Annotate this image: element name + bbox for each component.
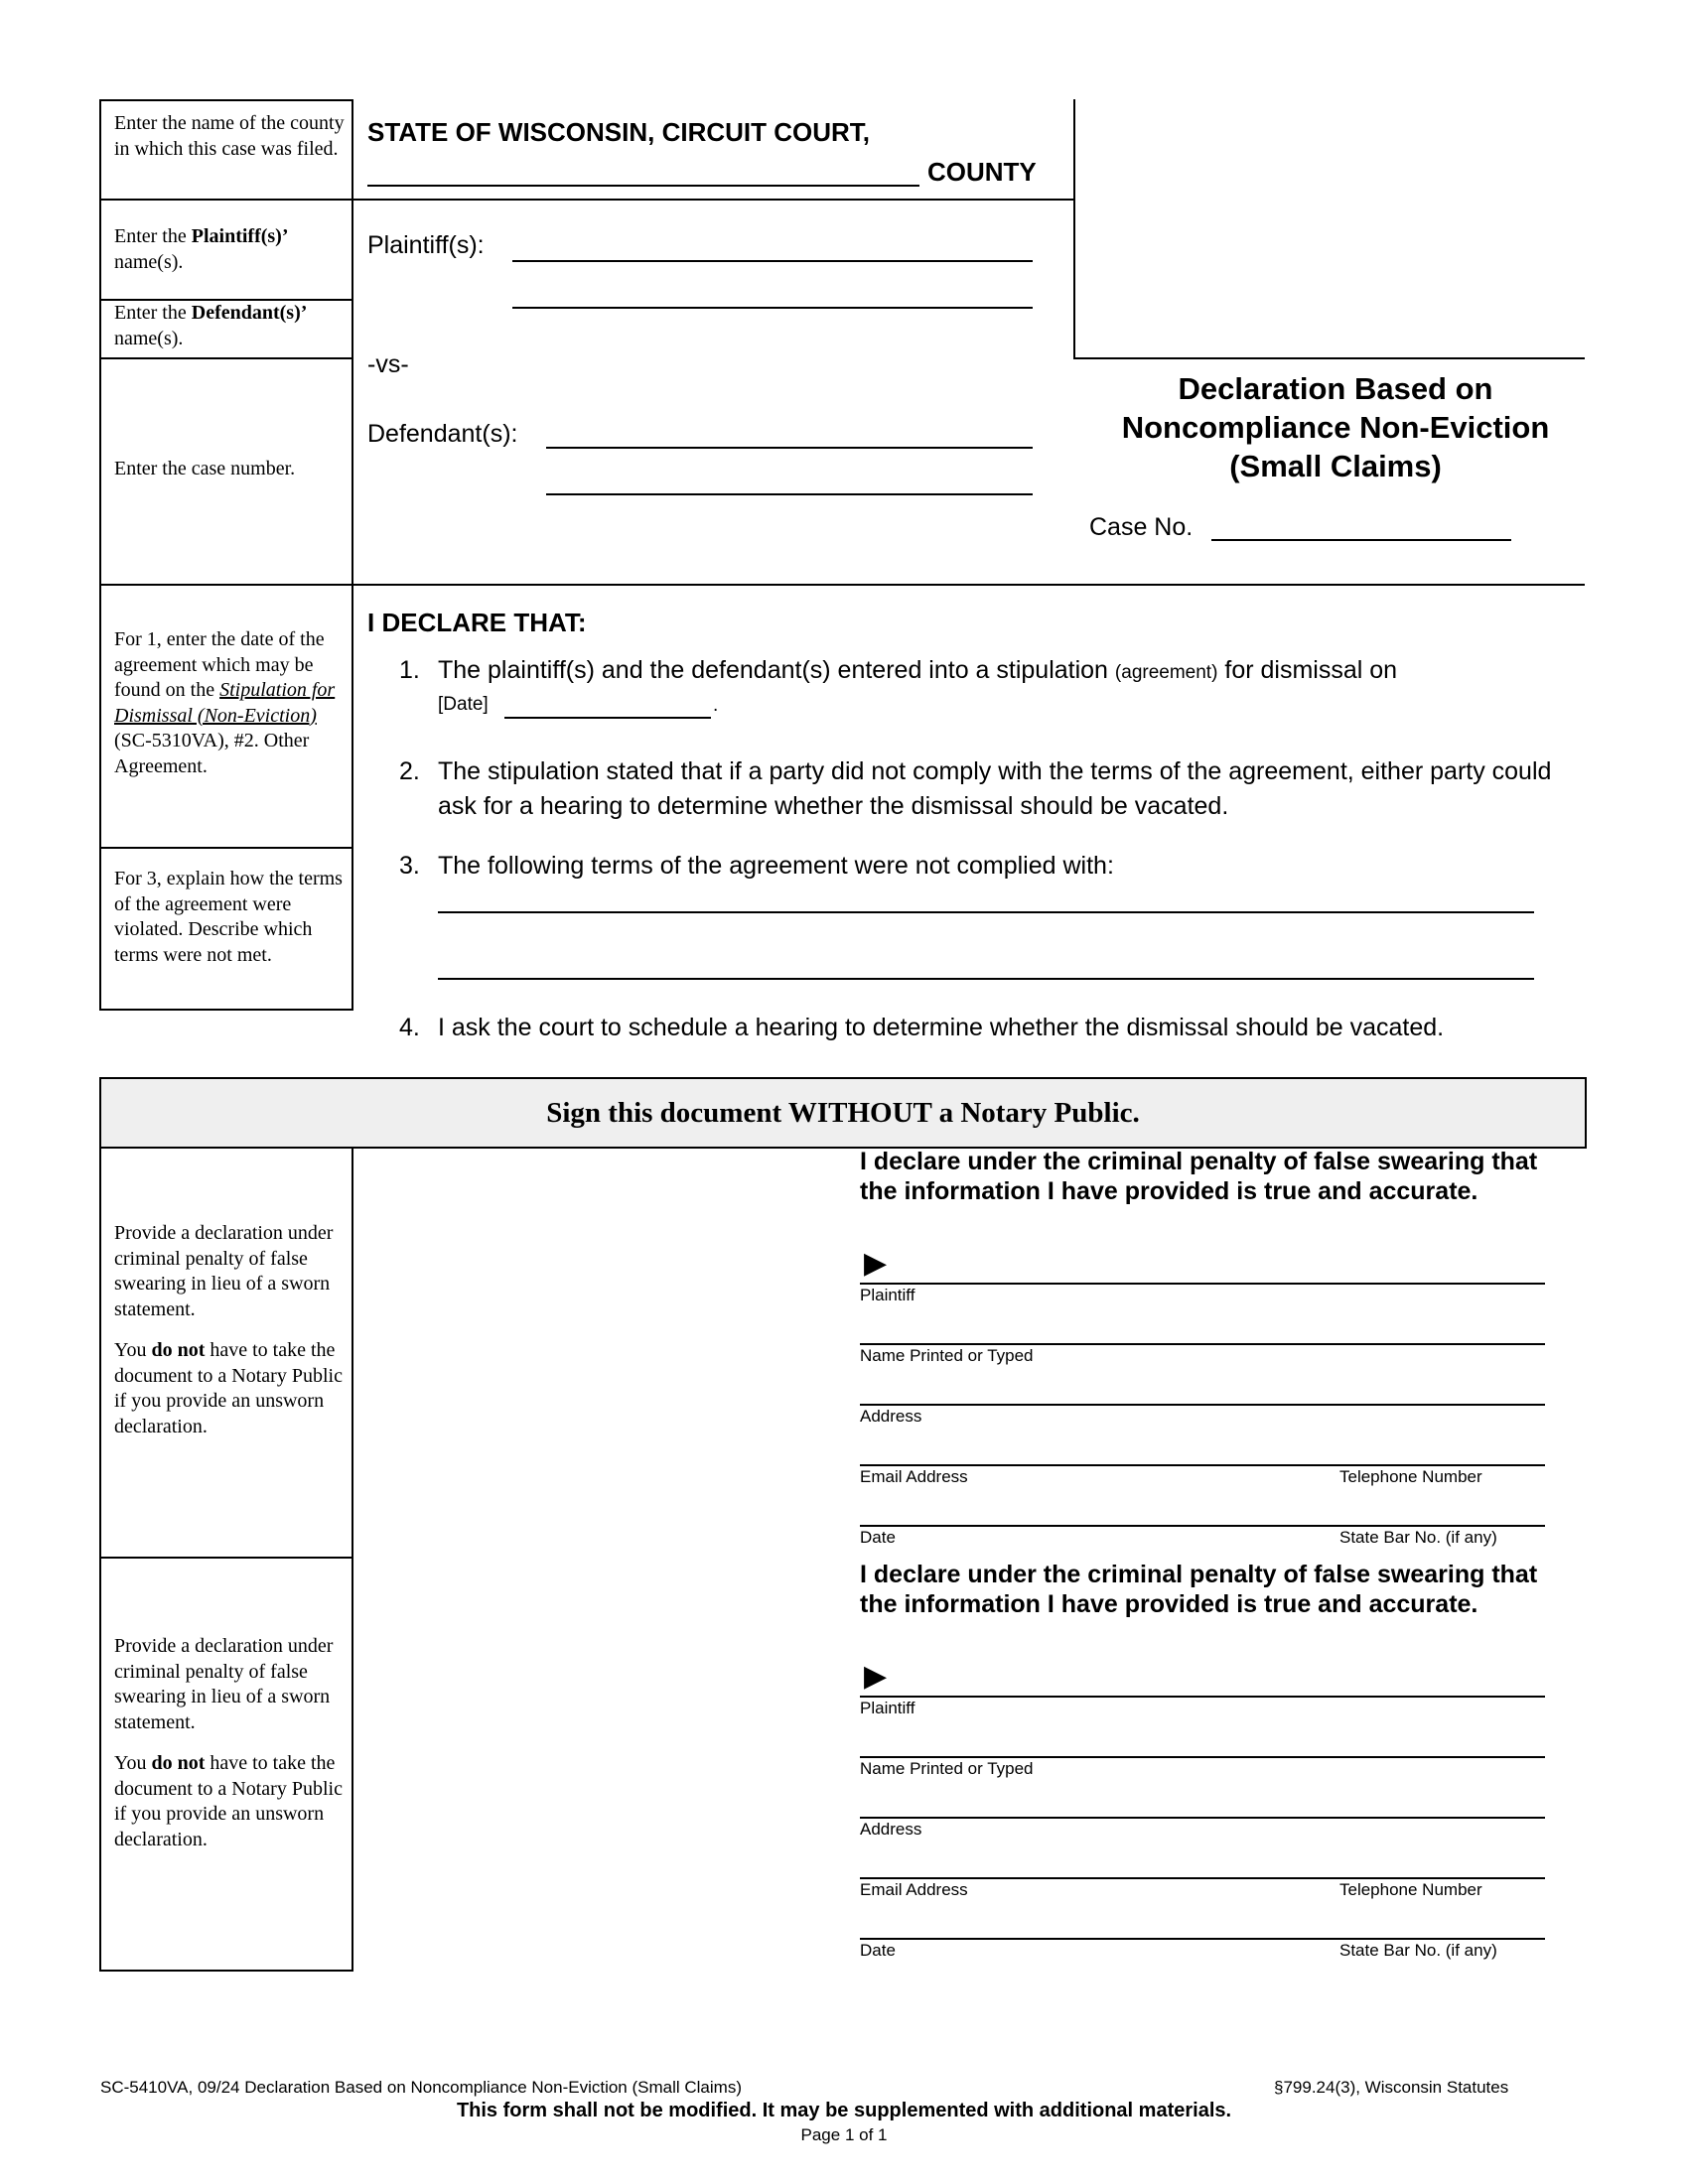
border: [99, 99, 101, 586]
plaintiff-instruction: [114, 224, 345, 275]
terms-input-1[interactable]: [438, 911, 1534, 913]
item-1-text: [438, 653, 1570, 690]
plaintiff-input-2[interactable]: [512, 307, 1033, 309]
border: [352, 584, 353, 1011]
text: [114, 1338, 345, 1439]
plaintiff-label: Plaintiff(s):: [367, 231, 485, 259]
text: (SC-5310VA), #2. Other Agreement.: [114, 730, 310, 777]
text: [114, 1751, 345, 1852]
terms-input-2[interactable]: [438, 978, 1534, 980]
email-phone-input[interactable]: [860, 1877, 1545, 1879]
text: have to take the document to a Notary Public if you provide an unsworn declaration.: [114, 1752, 343, 1850]
address-label: Address: [860, 1407, 922, 1426]
form-id: SC-5410VA, 09/24 Declaration Based on Noncompliance Non-Eviction (Small Claims): [100, 2078, 742, 2097]
title-line: Noncompliance Non-Eviction: [1121, 410, 1550, 445]
border: [352, 1147, 353, 1972]
text: do not: [151, 1752, 206, 1774]
plaintiff-sig-label: Plaintiff: [860, 1286, 915, 1304]
signature-header: Sign this document WITHOUT a Notary Public.: [99, 1077, 1587, 1149]
border: [99, 99, 353, 101]
form-title: [1087, 369, 1584, 485]
text: have to take the document to a Notary Public if you provide an unsworn declaration.: [114, 1339, 343, 1437]
border: [99, 1009, 353, 1011]
date-label: [Date]: [438, 694, 489, 715]
border: [99, 584, 1585, 586]
declaration-statement: I declare under the criminal penalty of false swearing that the information I have provided is true and accurate.: [860, 1148, 1538, 1205]
bar-label: State Bar No. (if any): [1339, 1941, 1497, 1960]
case-no-label: Case No.: [1089, 513, 1194, 541]
county-input[interactable]: [367, 185, 919, 187]
phone-label: Telephone Number: [1339, 1880, 1482, 1899]
text: For 1, enter the date of the agreement which may be found on the: [114, 628, 325, 701]
sign-here-arrow-icon: ▶: [864, 1247, 888, 1280]
text: Defendant(s)’: [191, 302, 308, 324]
date-input[interactable]: [504, 717, 711, 719]
declaration-instruction-2: [114, 1634, 345, 1852]
period: .: [713, 695, 719, 716]
defendant-input-2[interactable]: [546, 493, 1033, 495]
county-label: COUNTY: [927, 157, 1037, 187]
address-label: Address: [860, 1820, 922, 1839]
defendant-label: Defendant(s):: [367, 420, 518, 448]
date-bar-input[interactable]: [860, 1938, 1545, 1940]
text: (agreement): [1114, 662, 1218, 683]
page-number: Page 1 of 1: [800, 2125, 888, 2144]
text: Provide a declaration under criminal penalty of false swearing in lieu of a sworn statement.: [114, 1222, 334, 1320]
item-3-text: The following terms of the agreement were not complied with:: [438, 852, 1114, 880]
text: You: [114, 1752, 152, 1774]
border: [1073, 99, 1075, 358]
border: [352, 99, 353, 586]
border: [99, 357, 353, 359]
name-label: Name Printed or Typed: [860, 1346, 1034, 1365]
signature-input[interactable]: [860, 1696, 1545, 1698]
county-instruction: Enter the name of the county in which this case was filed.: [114, 112, 345, 160]
text: name(s).: [114, 250, 184, 273]
text: Provide a declaration under criminal penalty of false swearing in lieu of a sworn statement.: [114, 1635, 334, 1733]
name-label: Name Printed or Typed: [860, 1759, 1034, 1778]
item-1-number: 1.: [399, 656, 420, 684]
item-3-number: 3.: [399, 852, 420, 880]
item-2-text: The stipulation stated that if a party did not comply with the terms of the agreement, either party could ask for a hearing to determine whether the dismissal should be vacated.: [438, 757, 1552, 820]
name-input[interactable]: [860, 1343, 1545, 1345]
address-input[interactable]: [860, 1817, 1545, 1819]
border: [99, 1557, 353, 1559]
border: [1073, 357, 1585, 359]
item3-instruction: For 3, explain how the terms of the agreement were violated. Describe which terms were not met.: [114, 868, 343, 966]
text: You: [114, 1339, 152, 1361]
border: [99, 199, 1074, 201]
text: Enter the: [114, 302, 192, 324]
item-2-number: 2.: [399, 757, 420, 785]
declaration-statement: I declare under the criminal penalty of false swearing that the information I have provided is true and accurate.: [860, 1561, 1538, 1618]
item-4-number: 4.: [399, 1014, 420, 1041]
declare-heading: I DECLARE THAT:: [367, 608, 587, 637]
address-input[interactable]: [860, 1404, 1545, 1406]
border: [99, 1147, 101, 1972]
email-phone-input[interactable]: [860, 1464, 1545, 1466]
title-line: (Small Claims): [1229, 449, 1442, 483]
item1-instruction: [114, 627, 345, 779]
statute: §799.24(3), Wisconsin Statutes: [1274, 2078, 1509, 2097]
form-reference: Stipulation for Dismissal (Non-Eviction): [114, 679, 336, 727]
email-label: Email Address: [860, 1467, 968, 1486]
item-4-text: I ask the court to schedule a hearing to determine whether the dismissal should be vacated.: [438, 1014, 1445, 1041]
plaintiff-sig-label: Plaintiff: [860, 1699, 915, 1717]
court-heading: STATE OF WISCONSIN, CIRCUIT COURT,: [367, 117, 871, 147]
text: Plaintiff(s)’: [191, 225, 289, 247]
defendant-input-1[interactable]: [546, 447, 1033, 449]
text: do not: [151, 1339, 206, 1361]
email-label: Email Address: [860, 1880, 968, 1899]
border: [99, 1970, 353, 1972]
phone-label: Telephone Number: [1339, 1467, 1482, 1486]
signature-input[interactable]: [860, 1283, 1545, 1285]
border: [99, 584, 101, 1011]
name-input[interactable]: [860, 1756, 1545, 1758]
vs-label: -vs-: [367, 350, 409, 378]
text: Enter the: [114, 225, 192, 247]
text: for dismissal on: [1217, 656, 1398, 684]
plaintiff-input-1[interactable]: [512, 260, 1033, 262]
date-bar-input[interactable]: [860, 1525, 1545, 1527]
defendant-instruction: [114, 301, 345, 351]
case-number-instruction: Enter the case number.: [114, 458, 296, 479]
border: [99, 847, 353, 849]
text: The plaintiff(s) and the defendant(s) entered into a stipulation: [438, 656, 1115, 684]
case-no-input[interactable]: [1211, 539, 1511, 541]
footer-notice: This form shall not be modified. It may be supplemented with additional materials.: [456, 2100, 1232, 2121]
title-line: Declaration Based on: [1178, 371, 1493, 406]
text: name(s).: [114, 327, 184, 349]
date-label: Date: [860, 1528, 896, 1547]
date-label: Date: [860, 1941, 896, 1960]
bar-label: State Bar No. (if any): [1339, 1528, 1497, 1547]
sign-here-arrow-icon: ▶: [864, 1660, 888, 1693]
declaration-instruction-1: [114, 1221, 345, 1439]
